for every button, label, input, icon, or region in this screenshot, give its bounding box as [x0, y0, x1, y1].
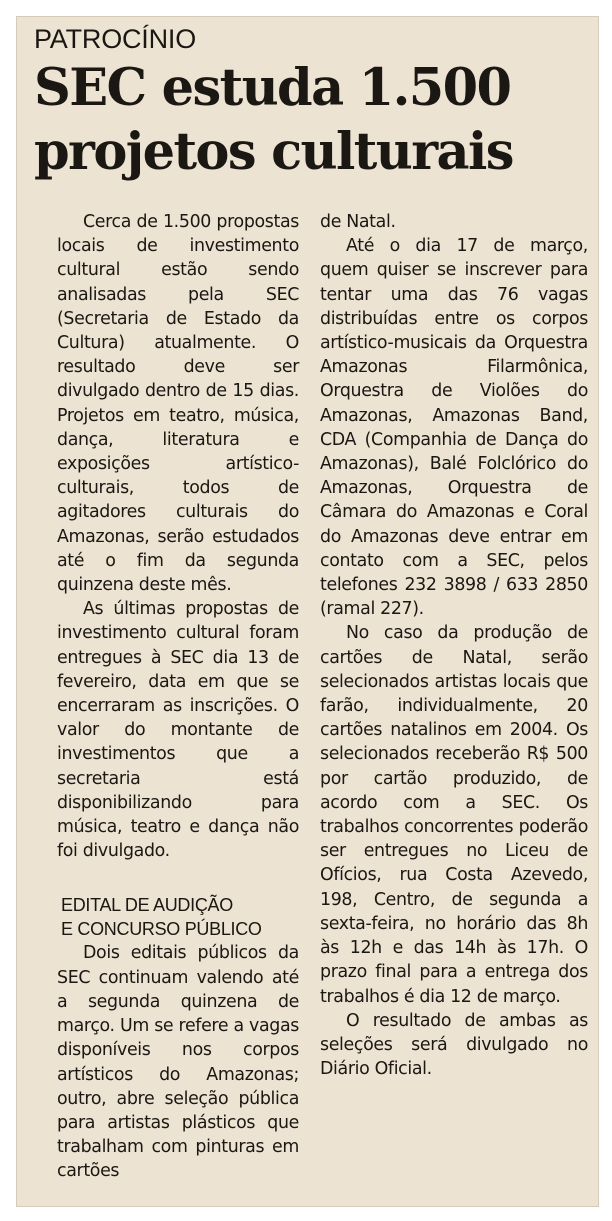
article-column-right: [320, 210, 588, 1081]
article-headline: SEC estuda 1.500 projetos culturais: [34, 58, 513, 182]
body-paragraph: As últimas propostas de investimento cultural foram entregues à SEC dia 13 de fevereiro, data em que se encerraram as inscrições. O valor do montante de investimentos que a secretaria está disponibilizando para música, teatro e dança não foi divulgado.: [57, 599, 299, 862]
article-kicker: PATROCÍNIO: [34, 24, 197, 54]
body-paragraph: Cerca de 1.500 propostas locais de investimento cultural estão sendo analisadas pela SEC (Secretaria de Estado da Cultura) atualmente. O resultado deve ser divulgado dentro de 15 dias. Projetos em teatro, música, dança, literatura e exposições artístico-culturais, todos de agitadores culturais do Amazonas, serão estudados até o fim da segunda quinzena deste mês.: [57, 212, 299, 596]
section-subhead: [57, 893, 299, 941]
body-paragraph: O resultado de ambas as seleções será divulgado no Diário Oficial.: [320, 1010, 588, 1080]
body-paragraph: Dois editais públicos da SEC continuam valendo até a segunda quinzena de março. Um se refere a vagas disponíveis nos corpos artísticos do Amazonas; outro, abre seleção pública para artistas plásticos que trabalham com pinturas em cartões: [57, 943, 299, 1182]
subhead-line: E CONCURSO PÚBLICO: [61, 919, 262, 940]
body-paragraph: No caso da produção de cartões de Natal, serão selecionados artistas locais que farão, individualmente, 20 cartões natalinos em 2004. Os selecionados receberão R$ 500 por cartão produzido, de acordo com a SEC. Os trabalhos concorrentes poderão ser entregues no Liceu de Ofícios, rua Costa Azevedo, 198, Centro, de segunda a sexta-feira, no horário das 8h às 12h e das 14h às 17h. O prazo final para a entrega dos trabalhos é dia 12 de março.: [320, 623, 588, 1007]
subhead-line: EDITAL DE AUDIÇÃO: [61, 895, 233, 916]
article-column-left: [57, 210, 299, 1184]
body-paragraph: Até o dia 17 de março, quem quiser se inscrever para tentar uma das 76 vagas distribuídas entre os corpos artístico-musicais da Orquestra Amazonas Filarmônica, Orquestra de Violões do Amazonas, Amazonas Band, CDA (Companhia de Dança do Amazonas), Balé Folclórico do Amazonas, Orquestra de Câmara do Amazonas e Coral do Amazonas deve entrar em contato com a SEC, pelos telefones 232 3898 / 633 2850 (ramal 227).: [320, 236, 588, 620]
body-paragraph-continued: de Natal.: [320, 212, 396, 232]
